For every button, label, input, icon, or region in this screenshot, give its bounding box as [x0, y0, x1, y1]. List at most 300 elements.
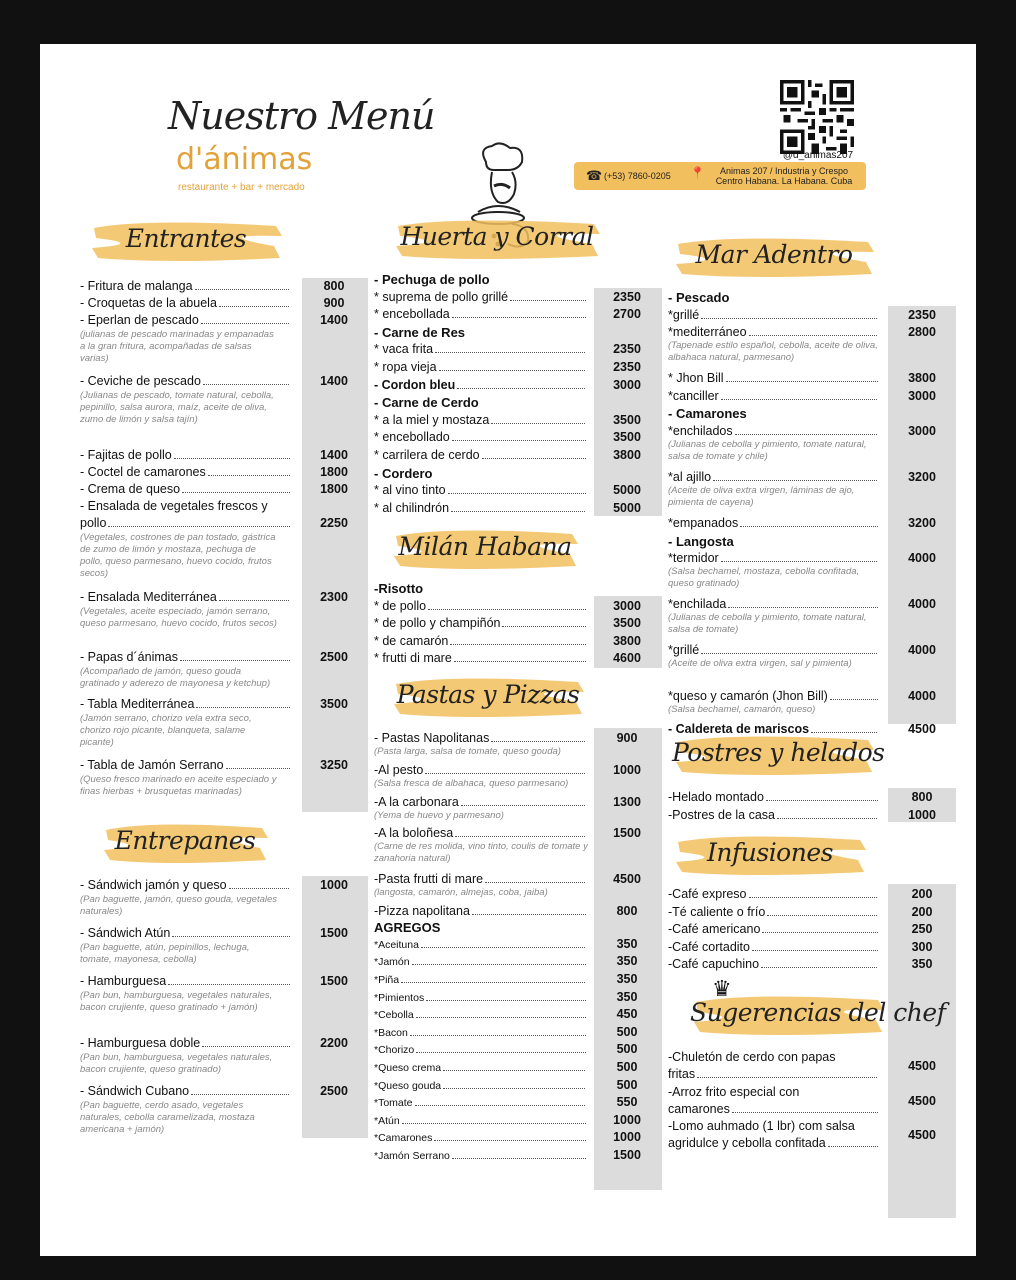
menu-item-name — [668, 1102, 878, 1117]
item-label: - Caldereta de mariscos — [668, 721, 810, 736]
menu-item-description: (julianas de pescado marinadas y empanadas a la gran fritura, acompañadas de salsas varias) — [80, 329, 274, 364]
item-label: *Queso crema — [374, 1062, 442, 1074]
menu-item-name — [374, 342, 586, 357]
dot-leader — [828, 1136, 878, 1147]
subsection-heading: - Camarones — [668, 406, 747, 422]
dot-leader — [172, 926, 290, 937]
menu-item-price: 2500 — [320, 650, 348, 664]
item-label: *Queso gouda — [374, 1079, 442, 1092]
item-label: - Fritura de malanga — [80, 279, 193, 293]
menu-item-name — [668, 597, 878, 612]
menu-item-name — [374, 937, 586, 953]
item-label: pollo — [80, 515, 107, 530]
menu-item-name — [668, 957, 878, 972]
menu-item-name — [374, 1007, 586, 1023]
menu-item-name — [668, 940, 878, 955]
menu-item-name — [374, 290, 586, 305]
menu-item-name — [80, 974, 290, 989]
menu-item-price: 3000 — [908, 388, 936, 403]
menu-item-name — [80, 590, 290, 605]
dot-leader — [830, 689, 878, 700]
dot-leader — [455, 826, 586, 837]
menu-item-name — [374, 731, 586, 746]
dot-leader — [762, 922, 878, 933]
dot-leader — [416, 1042, 586, 1053]
menu-item-name — [374, 651, 586, 666]
menu-item-price: 4000 — [908, 689, 936, 704]
section-title-milan — [390, 522, 580, 574]
dot-leader — [701, 643, 878, 654]
item-label: *enchilada — [668, 597, 727, 612]
item-label: *empanados — [668, 516, 739, 530]
menu-item-description: (Acompañado de jamón, queso gouda gratinado y aderezo de mayonesa y ketchup) — [80, 666, 271, 689]
dot-leader — [457, 378, 586, 389]
menu-item-name — [80, 516, 290, 531]
dot-leader — [201, 313, 290, 324]
menu-item-description: (Queso fresco marinado en aceite especiado y finas hierbas + brusquetas marinadas) — [80, 773, 277, 797]
menu-item-description: (Yema de huevo y parmesano) — [374, 809, 504, 821]
item-label: *Pimientos — [374, 991, 425, 1004]
menu-item-price: 1800 — [320, 481, 348, 496]
menu-item-price: 3200 — [908, 516, 936, 530]
menu-item-description: (Julianas de pescado, tomate natural, cebolla, pepinillo, salsa aurora, maíz, aceite de oliva, zumo de limón y salsa tajín) — [80, 389, 274, 425]
logo-script: Nuestro Menú — [168, 94, 435, 138]
menu-item-name — [374, 1042, 586, 1058]
menu-item-name — [80, 448, 290, 463]
menu-item-name — [668, 308, 878, 323]
menu-item-name — [668, 1136, 878, 1151]
item-label: * Jhon Bill — [668, 371, 724, 386]
menu-item-name — [374, 1148, 586, 1164]
menu-item-price: 200 — [911, 887, 933, 901]
menu-item-price: 2700 — [613, 307, 641, 322]
instagram-handle: @d_animas207 — [782, 150, 854, 161]
menu-item-price: 500 — [616, 1024, 638, 1039]
item-label: -Helado montado — [668, 790, 764, 804]
item-label: *Bacon — [374, 1026, 408, 1039]
menu-item-price: 2800 — [908, 325, 936, 340]
item-label: * a la miel y mostaza — [374, 412, 490, 427]
menu-item-description: (Pan baguette, cerdo asado, vegetales naturales, cebolla caramelizada, mostaza americana + jamón) — [80, 1099, 255, 1135]
menu-item-price: 4500 — [908, 1093, 936, 1108]
menu-item-price: 1000 — [613, 762, 641, 777]
menu-item-name — [374, 616, 586, 631]
menu-item-name — [668, 470, 878, 485]
dot-leader — [761, 957, 878, 968]
menu-item-price: 5000 — [613, 500, 641, 515]
address-line-1: Animas 207 / Industria y Crespo — [719, 166, 849, 176]
dot-leader — [732, 1102, 878, 1113]
menu-item-price: 200 — [911, 904, 933, 919]
menu-item-price: 350 — [616, 954, 638, 969]
menu-item-name — [374, 413, 586, 428]
item-label: *grillé — [668, 307, 700, 322]
item-label: * de camarón — [374, 633, 449, 648]
phone-number: (+53) 7860-0205 — [604, 171, 671, 181]
menu-item-name — [374, 501, 586, 516]
menu-item-price: 1800 — [320, 464, 348, 479]
dot-leader — [195, 279, 290, 290]
dot-leader — [208, 465, 290, 476]
item-label: *mediterráneo — [668, 325, 747, 340]
dot-leader — [425, 763, 586, 774]
menu-item-name — [374, 430, 586, 445]
menu-item-price: 1400 — [320, 447, 348, 462]
location-pin-icon: 📍 — [690, 166, 705, 180]
item-label: -Chuletón de cerdo con papas — [668, 1050, 836, 1064]
menu-item-name — [668, 424, 878, 439]
dot-leader — [491, 731, 586, 742]
item-label: * de pollo — [374, 598, 427, 613]
menu-item-name — [668, 516, 878, 531]
item-label: - Papas d´ánimas — [80, 650, 178, 664]
item-label: - Hamburguesa — [80, 974, 167, 988]
item-label: - Sándwich jamón y queso — [80, 878, 227, 892]
menu-item-name — [668, 1067, 878, 1082]
menu-item-name — [374, 954, 586, 970]
dot-leader — [726, 371, 878, 382]
section-title-label: Sugerencias del chef — [690, 998, 946, 1027]
dot-leader — [510, 290, 586, 301]
menu-item-price: 4500 — [908, 1059, 936, 1073]
item-label: -Pizza napolitana — [374, 903, 470, 918]
dot-leader — [416, 1007, 586, 1018]
item-label: *Jamón Serrano — [374, 1150, 450, 1162]
item-label: *Cebolla — [374, 1009, 414, 1022]
section-title-label: Mar Adentro — [695, 240, 853, 269]
menu-item-name — [80, 279, 290, 294]
section-title-entrepanes — [100, 816, 270, 868]
menu-item-price: 1400 — [320, 373, 348, 388]
menu-item-price: 2200 — [320, 1035, 348, 1050]
section-title-label: Pastas y Pizzas — [396, 680, 580, 709]
dot-leader — [461, 795, 586, 806]
menu-item-name — [374, 1113, 586, 1129]
menu-item-name — [668, 689, 878, 704]
section-title-label: Entrantes — [125, 224, 247, 253]
menu-item-name — [374, 904, 586, 919]
menu-item-name — [80, 650, 290, 665]
menu-item-price: 900 — [616, 731, 638, 745]
contact-bar — [574, 162, 866, 190]
dot-leader — [191, 1084, 290, 1095]
chef-hat-icon: ♛ — [712, 976, 732, 1001]
dot-leader — [728, 597, 878, 608]
menu-item-description: (langosta, camarón, almejas, coba, jaiba) — [374, 887, 548, 898]
dot-leader — [450, 634, 586, 645]
dot-leader — [721, 389, 878, 400]
menu-item-name — [668, 808, 878, 823]
menu-item-description: (Vegetales, aceite especiado, jamón serrano, queso parmesano, huevo cocido, frutos secos) — [80, 605, 277, 629]
item-label: - Hamburguesa doble — [80, 1035, 201, 1050]
menu-item-price: 1000 — [613, 1112, 641, 1127]
menu-item-name — [668, 1050, 878, 1065]
menu-item-price: 4500 — [613, 872, 641, 886]
section-title-entrantes — [88, 214, 284, 266]
menu-item-price: 900 — [323, 296, 345, 310]
dot-leader — [439, 360, 586, 371]
menu-item-price: 4600 — [613, 651, 641, 665]
dot-leader — [452, 1148, 586, 1159]
dot-leader — [482, 448, 586, 459]
menu-item-price: 3000 — [613, 377, 641, 392]
item-label: -Arroz frito especial con — [668, 1084, 800, 1099]
menu-item-name — [668, 551, 878, 566]
menu-item-name — [374, 1130, 586, 1146]
item-label: *canciller — [668, 388, 719, 403]
menu-item-description: (Julianas de cebolla y pimiento, tomate natural, salsa de tomate) — [668, 612, 867, 636]
menu-item-price: 2500 — [320, 1083, 348, 1098]
item-label: - Tabla Mediterránea — [80, 697, 195, 711]
menu-item-name — [668, 922, 878, 937]
item-label: - Tabla de Jamón Serrano — [80, 757, 224, 772]
dot-leader — [491, 413, 586, 424]
item-label: - Sándwich Cubano — [80, 1083, 190, 1098]
section-title-label: Milán Habana — [398, 532, 572, 561]
menu-item-name — [374, 972, 586, 988]
menu-item-name — [80, 758, 290, 773]
menu-item-name — [668, 887, 878, 902]
menu-page — [40, 44, 976, 1256]
item-label: - Ensalada Mediterránea — [80, 589, 217, 604]
menu-item-price: 350 — [911, 957, 933, 972]
menu-item-price: 1400 — [320, 313, 348, 327]
menu-item-name — [374, 795, 586, 810]
dot-leader — [182, 482, 290, 493]
dot-leader — [451, 501, 586, 512]
dot-leader — [767, 905, 878, 916]
menu-item-price: 500 — [616, 1060, 638, 1074]
dot-leader — [203, 374, 290, 385]
menu-item-price: 550 — [616, 1095, 638, 1110]
menu-item-description: (Pan baguette, jamón, queso gouda, vegetales naturales) — [80, 894, 278, 917]
menu-item-name — [374, 872, 586, 887]
item-label: -A la carbonara — [374, 794, 459, 809]
item-label: -Lomo auhmado (1 lbr) com salsa — [668, 1119, 855, 1133]
menu-item-price: 500 — [616, 1077, 638, 1092]
dot-leader — [485, 872, 586, 883]
logo-tagline: restaurante + bar + mercado — [178, 182, 305, 193]
menu-item-price: 1000 — [320, 878, 348, 892]
menu-item-price: 350 — [616, 936, 638, 951]
menu-item-name — [374, 826, 586, 841]
menu-item-price: 800 — [616, 903, 638, 918]
item-label: -Pasta frutti di mare — [374, 872, 484, 886]
menu-item-price: 2350 — [613, 360, 641, 374]
price-column-band — [888, 306, 956, 724]
item-label: -Café americano — [668, 922, 761, 937]
menu-item-description: (Salsa fresca de albahaca, queso parmesano) — [374, 777, 569, 789]
menu-item-price: 2250 — [320, 515, 348, 530]
menu-item-price: 3200 — [908, 470, 936, 484]
menu-item-name — [80, 374, 290, 389]
menu-item-name — [80, 296, 290, 311]
item-label: *Tomate — [374, 1097, 413, 1110]
section-title-label: Postres y helados — [672, 738, 885, 767]
dot-leader — [219, 296, 290, 307]
section-title-infusiones — [672, 828, 868, 880]
item-label: *Aceituna — [374, 938, 419, 951]
dot-leader — [454, 651, 586, 662]
dot-leader — [740, 516, 878, 527]
dot-leader — [777, 808, 878, 819]
menu-item-description: (Julianas de cebolla y pimiento, tomate natural, salsa de tomate y chile) — [668, 439, 867, 462]
dot-leader — [174, 448, 290, 459]
menu-item-price: 4500 — [908, 721, 936, 736]
menu-item-price: 250 — [911, 922, 933, 937]
menu-item-price: 1000 — [613, 1130, 641, 1145]
section-title-mar — [672, 230, 876, 282]
qr-code-icon[interactable] — [780, 80, 854, 154]
menu-item-price: 3800 — [613, 633, 641, 648]
subsection-heading: - Langosta — [668, 533, 734, 549]
menu-item-price: 5000 — [613, 483, 641, 498]
subsection-heading: - Carne de Res — [374, 324, 466, 340]
menu-item-price: 3500 — [613, 616, 641, 630]
menu-item-price: 450 — [616, 1007, 638, 1022]
item-label: - Cordon bleu — [374, 377, 456, 392]
subsection-heading: - Pechuga de pollo — [374, 272, 490, 287]
dot-leader — [108, 516, 290, 527]
menu-item-description: (Pasta larga, salsa de tomate, queso gouda) — [374, 746, 561, 757]
subsection-heading: AGREGOS — [374, 919, 441, 935]
section-title-label: Huerta y Corral — [400, 222, 594, 251]
address — [706, 166, 862, 186]
menu-item-price: 350 — [616, 989, 638, 1004]
item-label: * encebollada — [374, 307, 450, 322]
dot-leader — [749, 325, 878, 336]
section-title-label: Entrepanes — [114, 826, 256, 855]
menu-item-price: 4000 — [908, 551, 936, 566]
subsection-heading: - Pescado — [668, 290, 730, 305]
item-label: - Coctel de camarones — [80, 464, 206, 479]
item-label: *al ajillo — [668, 470, 712, 484]
item-label: camarones — [668, 1101, 730, 1116]
menu-item-price: 3500 — [613, 430, 641, 445]
dot-leader — [502, 616, 586, 627]
dot-leader — [168, 974, 290, 985]
menu-item-name — [668, 1119, 878, 1134]
menu-item-price: 3500 — [613, 412, 641, 427]
item-label: - Eperlan de pescado — [80, 313, 199, 327]
menu-item-price: 1500 — [613, 826, 641, 841]
menu-item-price: 350 — [616, 972, 638, 986]
item-label: - Fajitas de pollo — [80, 447, 172, 462]
item-label: *Piña — [374, 974, 400, 986]
menu-item-name — [80, 1036, 290, 1051]
dot-leader — [196, 697, 290, 708]
menu-item-description: (Tapenade estilo español, cebolla, aceite de oliva, albahaca natural, parmesano) — [668, 340, 878, 364]
dot-leader — [412, 954, 586, 965]
dot-leader — [443, 1060, 586, 1071]
item-label: *Chorizo — [374, 1044, 415, 1057]
menu-item-name — [374, 599, 586, 614]
item-label: * encebollado — [374, 430, 450, 445]
section-title-pastas — [390, 670, 586, 722]
menu-item-price: 2350 — [613, 342, 641, 357]
item-label: -Café expreso — [668, 887, 747, 901]
menu-item-name — [374, 990, 586, 1006]
menu-item-description: (Vegetales, costrones de pan tostado, gástrica de zumo de limón y mostaza, pechuga de pollo, queso parmesano, huevo cocido, frutos secos) — [80, 531, 276, 579]
menu-item-price: 800 — [911, 790, 933, 804]
dot-leader — [202, 1036, 290, 1047]
dot-leader — [701, 308, 878, 319]
menu-item-description: (Salsa bechamel, mostaza, cebolla confitada, queso gratinado) — [668, 566, 860, 590]
menu-item-price: 500 — [616, 1042, 638, 1057]
menu-item-description: (Carne de res molida, vino tinto, coulis de tomate y zanahoria natural) — [374, 841, 588, 865]
dot-leader — [219, 590, 290, 601]
menu-item-name — [374, 448, 586, 463]
dot-leader — [749, 887, 878, 898]
item-label: - Ceviche de pescado — [80, 373, 201, 388]
menu-item-price: 300 — [911, 939, 933, 954]
address-line-2: Centro Habana. La Habana. Cuba — [715, 176, 853, 186]
price-column-band — [302, 876, 368, 1138]
item-label: * frutti di mare — [374, 651, 452, 665]
menu-item-name — [80, 482, 290, 497]
menu-item-price: 4000 — [908, 597, 936, 612]
menu-item-price: 4000 — [908, 643, 936, 658]
subsection-heading: -Risotto — [374, 581, 424, 596]
menu-item-description: (Pan bun, hamburguesa, vegetales naturales, bacon crujiente, queso gratinado + jamón) — [80, 990, 273, 1013]
menu-item-price: 2350 — [613, 289, 641, 304]
menu-item-description: (Pan bun, hamburguesa, vegetales naturales, bacon crujiente, queso gratinado) — [80, 1051, 273, 1075]
item-label: -Al pesto — [374, 762, 424, 777]
menu-item-price: 3800 — [908, 371, 936, 386]
menu-item-name — [668, 371, 878, 386]
dot-leader — [415, 1095, 586, 1106]
menu-item-price: 1500 — [613, 1148, 641, 1162]
menu-item-name — [80, 313, 290, 328]
item-label: *enchilados — [668, 424, 733, 438]
item-label: * al chilindrón — [374, 500, 450, 515]
menu-item-name — [374, 1060, 586, 1076]
item-label: * ropa vieja — [374, 360, 437, 374]
subsection-heading: - Carne de Cerdo — [374, 395, 479, 411]
dot-leader — [434, 1130, 586, 1141]
menu-item-name — [80, 465, 290, 480]
dot-leader — [426, 990, 586, 1001]
item-label: * suprema de pollo grillé — [374, 289, 509, 304]
menu-item-description: (Aceite de oliva extra virgen, láminas de ajo, pimienta de cayena) — [668, 485, 855, 508]
section-title-huerta — [392, 212, 602, 264]
logo-name: d'ánimas — [176, 142, 313, 177]
menu-item-price: 3000 — [908, 424, 936, 438]
menu-item-name — [374, 1025, 586, 1041]
menu-item-description: (Jamón serrano, chorizo vela extra seco, chorizo rojo picante, blanqueta, salame picante) — [80, 713, 252, 748]
dot-leader — [472, 904, 586, 915]
menu-item-price: 1500 — [320, 926, 348, 940]
dot-leader — [428, 599, 586, 610]
item-label: * al vino tinto — [374, 483, 446, 498]
item-label: - Croquetas de la abuela — [80, 296, 217, 310]
item-label: * de pollo y champiñón — [374, 616, 501, 630]
subsection-heading: - Cordero — [374, 465, 433, 481]
menu-item-name — [374, 360, 586, 375]
menu-item-description: (Salsa bechamel, camarón, queso) — [668, 704, 816, 716]
item-label: - Pastas Napolitanas — [374, 731, 490, 745]
menu-item-name — [80, 878, 290, 893]
menu-item-price: 800 — [323, 279, 345, 293]
dot-leader — [752, 940, 878, 951]
menu-item-name — [80, 1084, 290, 1099]
menu-item-name — [668, 389, 878, 404]
dot-leader — [452, 307, 586, 318]
dot-leader — [443, 1078, 586, 1089]
price-column-band — [594, 288, 662, 516]
dot-leader — [229, 878, 290, 889]
dot-leader — [410, 1025, 586, 1036]
